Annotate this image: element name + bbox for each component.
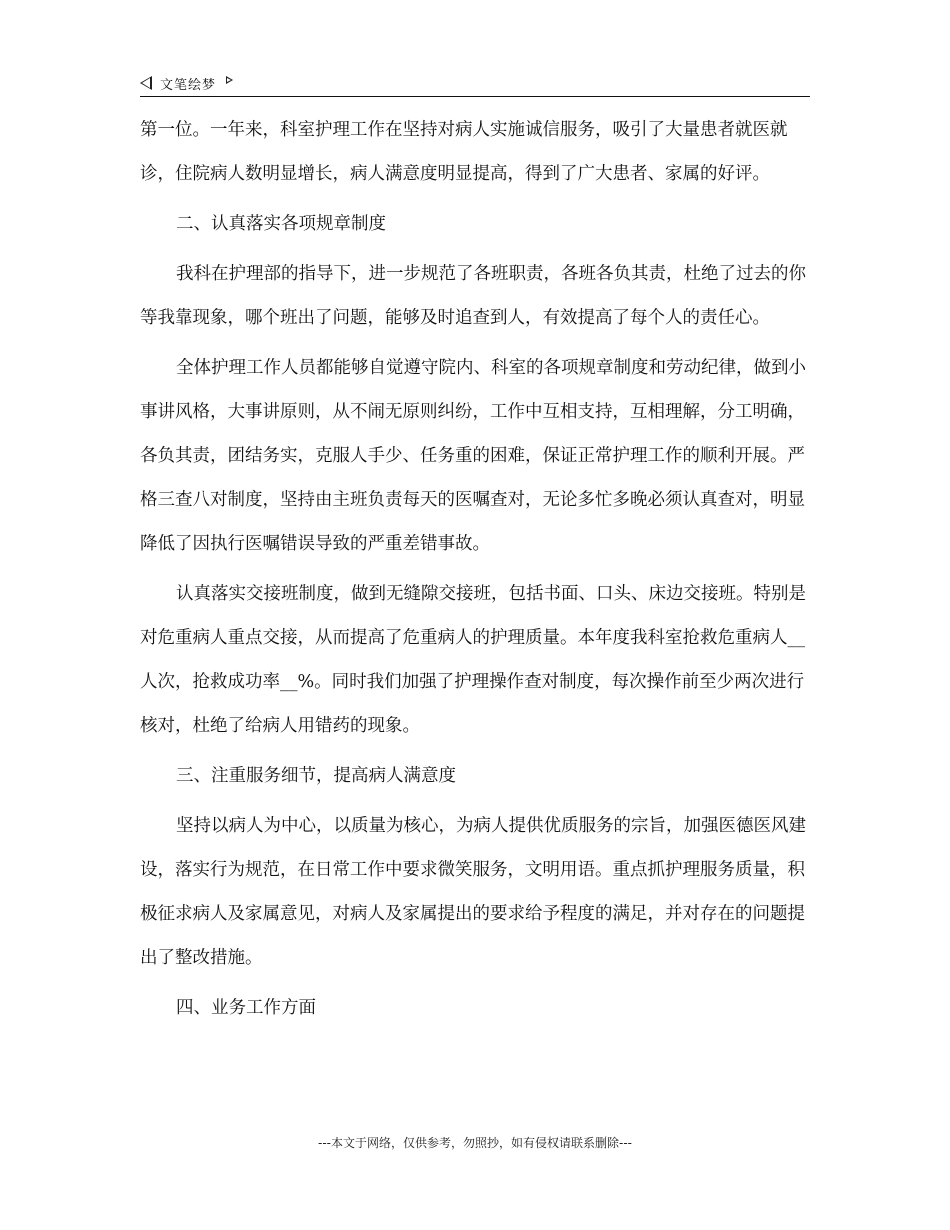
header-brand: 文笔绘梦: [160, 77, 217, 93]
page-footer: ---本文于网络，仅供参考，勿照抄，如有侵权请联系删除---: [318, 1136, 632, 1150]
paragraph-continued: 第一位。一年来，科室护理工作在坚持对病人实施诚信服务，吸引了大量患者就医就诊，住院病人数明显增长，病人满意度明显提高，得到了广大患者、家属的好评。: [140, 120, 788, 184]
paragraph: 我科在护理部的指导下，进一步规范了各班职责，各班各负其责，杜绝了过去的你等我靠现象，哪个班出了问题，能够及时追查到人，有效提高了每个人的责任心。: [140, 264, 806, 328]
header-rule: [140, 96, 810, 97]
document-body: [140, 108, 820, 1036]
section-heading: 二、认真落实各项规章制度: [176, 214, 386, 234]
paragraph: 坚持以病人为中心，以质量为核心，为病人提供优质服务的宗旨，加强医德医风建设，落实行为规范，在日常工作中要求微笑服务，文明用语。重点抓护理服务质量，积极征求病人及家属意见，对病人及家属提出的要求给予程度的满足，并对存在的问题提出了整改措施。: [140, 816, 806, 968]
triangle-left-icon: [140, 76, 152, 90]
section-heading: 四、业务工作方面: [176, 998, 316, 1018]
paragraph: 认真落实交接班制度，做到无缝隙交接班，包括书面、口头、床边交接班。特别是对危重病人重点交接，从而提高了危重病人的护理质量。本年度我科室抢救危重病人__人次，抢救成功率__%。同时我们加强了护理操作查对制度，每次操作前至少两次进行核对，杜绝了给病人用错药的现象。: [140, 584, 806, 736]
section-heading: 三、注重服务细节，提高病人满意度: [176, 766, 456, 786]
paragraph: 全体护理工作人员都能够自觉遵守院内、科室的各项规章制度和劳动纪律，做到小事讲风格，大事讲原则，从不闹无原则纠纷，工作中互相支持，互相理解，分工明确，各负其责，团结务实，克服人手少、任务重的困难，保证正常护理工作的顺利开展。严格三查八对制度，坚持由主班负责每天的医嘱查对，无论多忙多晚必须认真查对，明显降低了因执行医嘱错误导致的严重差错事故。: [140, 358, 806, 554]
triangle-right-icon: [226, 76, 233, 84]
page-header: [140, 72, 810, 94]
